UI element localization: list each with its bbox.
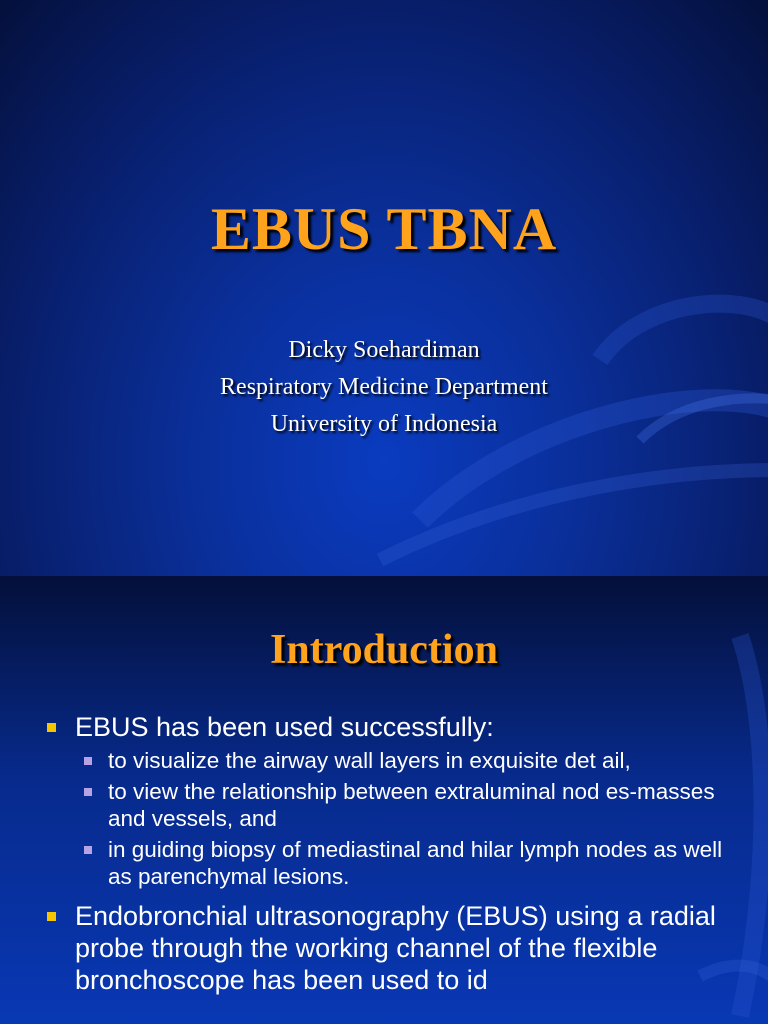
square-bullet-icon (47, 723, 56, 732)
sub-bullet-text: in guiding biopsy of mediastinal and hilar lymph nodes as well as parenchymal lesions. (108, 837, 723, 889)
square-bullet-icon (47, 912, 56, 921)
author-name: Dicky Soehardiman (288, 337, 480, 363)
university-name: University of Indonesia (270, 411, 498, 437)
sub-list-item (0, 747, 768, 774)
introduction-slide (0, 576, 768, 1024)
sub-list-item (0, 778, 768, 832)
sub-list-item (0, 836, 768, 890)
list-item (0, 900, 768, 996)
department-name: Respiratory Medicine Department (220, 374, 548, 400)
bullet-text: EBUS has been used successfully: (75, 712, 494, 742)
subtitle-block (0, 332, 768, 443)
sub-bullet-text: to visualize the airway wall layers in exquisite det ail, (108, 748, 631, 773)
list-item (0, 711, 768, 743)
square-bullet-icon (84, 846, 92, 854)
slide-title: Introduction (270, 627, 498, 673)
square-bullet-icon (84, 757, 92, 765)
square-bullet-icon (84, 788, 92, 796)
slide-title: EBUS TBNA (210, 196, 558, 262)
bullet-text: Endobronchial ultrasonography (EBUS) using a radial probe through the working channel of the flexible bronchoscope has been used to id (75, 901, 716, 995)
sub-bullet-text: to view the relationship between extraluminal nod es-masses and vessels, and (108, 779, 715, 831)
bullet-list (0, 711, 768, 996)
